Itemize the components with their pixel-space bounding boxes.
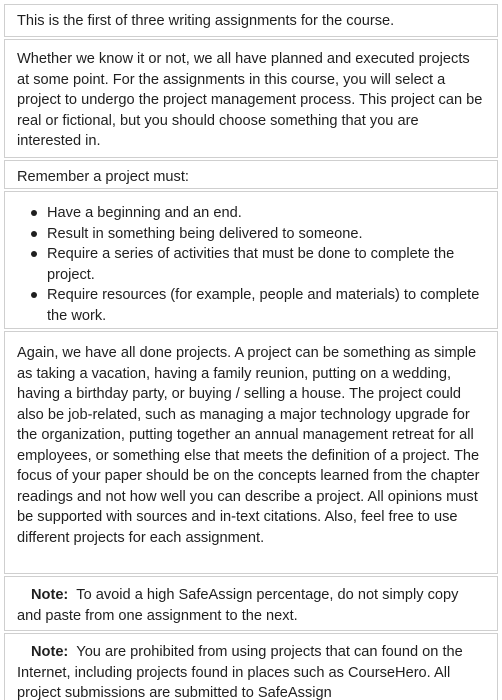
requirement-text: Require resources (for example, people and materials) to complete the work. — [47, 287, 480, 324]
note-paragraph — [17, 585, 485, 626]
bullet-icon — [31, 210, 37, 216]
requirements-heading-block — [4, 160, 498, 189]
note-label: Note: — [31, 644, 69, 660]
intro-block — [4, 4, 498, 37]
bullet-icon — [31, 251, 37, 257]
note-text: To avoid a high SafeAssign percentage, do not simply copy and paste from one assignment to the next. — [17, 587, 459, 624]
note-text: You are prohibited from using projects that can found on the Internet, including projects found in places such as CourseHero. All project submissions are submitted to SafeAssign — [17, 644, 463, 700]
note-block-prohibited — [4, 633, 498, 700]
overview-block — [4, 39, 498, 158]
examples-block — [4, 331, 498, 574]
intro-text: This is the first of three writing assignments for the course. — [17, 13, 395, 29]
bullet-icon — [31, 231, 37, 237]
note-paragraph — [17, 642, 485, 700]
bullet-icon — [31, 292, 37, 298]
requirements-list — [17, 203, 485, 326]
requirement-text: Require a series of activities that must be done to complete the project. — [47, 246, 455, 283]
requirement-text: Result in something being delivered to someone. — [47, 225, 363, 242]
overview-paragraph: Whether we know it or not, we all have planned and executed projects at some point. For the assignments in this course, you will select a project to undergo the project management process. This project can be real or fictional, but you should choose something that you are interested in. — [17, 51, 483, 149]
list-item — [35, 285, 485, 326]
list-item — [35, 203, 485, 224]
examples-paragraph: Again, we have all done projects. A project can be something as simple as taking a vacation, having a family reunion, putting on a wedding, having a birthday party, or buying / selling a house. The project could also be job-related, such as managing a major technology upgrade for the organization, putting together an annual management retreat for all employees, or something else that meets the definition of a project. The focus of your paper should be on the concepts learned from the chapter readings and not how well you can describe a project. All opinions must be supported with sources and in-text citations. Also, feel free to use different projects for each assignment. — [17, 345, 480, 546]
list-item — [35, 224, 485, 245]
note-label: Note: — [31, 587, 69, 603]
requirement-text: Have a beginning and an end. — [47, 205, 242, 221]
requirements-heading: Remember a project must: — [17, 169, 189, 185]
note-block-safeassign — [4, 576, 498, 631]
requirements-block — [4, 191, 498, 329]
list-item — [35, 244, 485, 285]
